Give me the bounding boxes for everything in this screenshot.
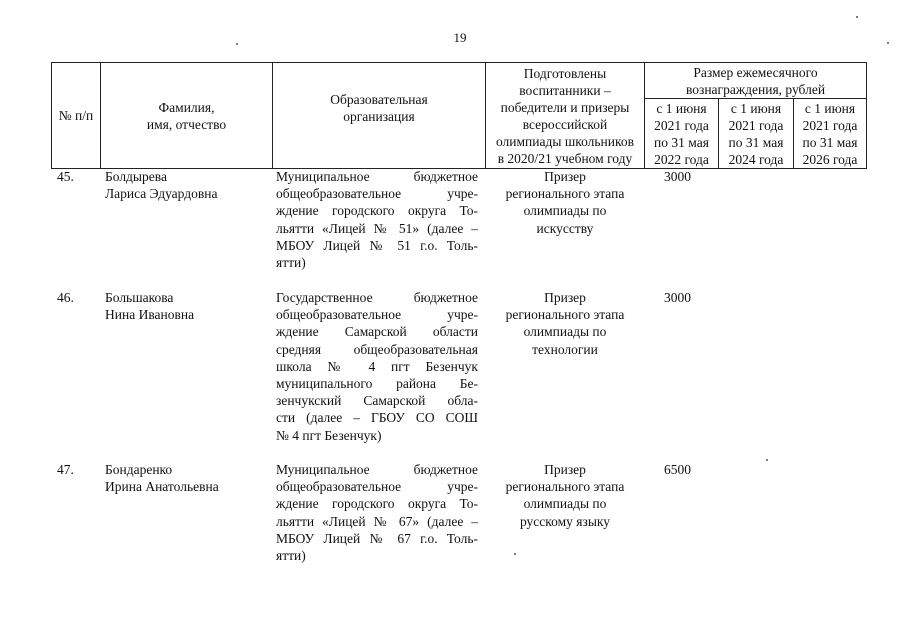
- achievement: Призер регионального этапа олимпиады по русскому языку: [505, 462, 625, 529]
- organization-line: Государственное бюджетное: [276, 290, 478, 305]
- award-amount: 3000: [664, 169, 691, 184]
- row-number: 46.: [57, 290, 74, 305]
- header-col-organization: Образовательная организация: [330, 92, 428, 124]
- organization-line: льятти «Лицей № 67» (далее –: [276, 513, 478, 529]
- organization-line: ждение Самарской области: [276, 324, 478, 340]
- header-col-number: № п/п: [58, 108, 94, 123]
- organization-line: № 4 пгт Безенчук): [276, 427, 382, 443]
- organization-line: ятти): [276, 547, 306, 563]
- organization-line: общеобразовательное учре-: [276, 479, 478, 495]
- organization: [276, 461, 478, 564]
- row-number: 45.: [57, 169, 74, 184]
- header-sub-2024: с 1 июня 2021 года по 31 мая 2024 года: [728, 100, 784, 167]
- organization-line: Муниципальное бюджетное: [276, 462, 478, 477]
- organization-line: средняя общеобразовательная: [276, 341, 478, 357]
- organization-line: муниципального района Бе-: [276, 375, 478, 391]
- organization-line: сти (далее – ГБОУ СО СОШ: [276, 410, 478, 426]
- header-col-prepared: Подготовлены воспитанники – победители и призеры всероссийской олимпиады школьников в 2020/21 учебном году: [495, 65, 634, 166]
- person-name: Бондаренко Ирина Анатольевна: [105, 462, 219, 495]
- organization-line: общеобразовательное учре-: [276, 307, 478, 323]
- award-amount: 6500: [664, 462, 691, 477]
- scan-speck: [856, 16, 858, 18]
- achievement: Призер регионального этапа олимпиады по технологии: [505, 290, 625, 357]
- organization-line: МБОУ Лицей № 67 г.о. Толь-: [276, 530, 478, 546]
- achievement: Призер регионального этапа олимпиады по искусству: [505, 169, 625, 236]
- organization-line: ятти): [276, 254, 306, 270]
- header-col-name: Фамилия, имя, отчество: [146, 99, 227, 132]
- header-right-border: [866, 62, 867, 169]
- scan-speck: [766, 459, 768, 461]
- organization-line: ждение городского округа То-: [276, 496, 478, 512]
- header-sub-2022: с 1 июня 2021 года по 31 мая 2022 года: [654, 100, 709, 167]
- organization-line: ждение городского округа То-: [276, 203, 478, 219]
- organization-line: зенчукский Самарской обла-: [276, 393, 478, 409]
- award-amount: 3000: [664, 290, 691, 305]
- row-number: 47.: [57, 462, 74, 477]
- page-number: 19: [453, 30, 467, 45]
- organization-line: общеобразовательное учре-: [276, 186, 478, 202]
- organization-line: МБОУ Лицей № 51 г.о. Толь-: [276, 237, 478, 253]
- organization: [276, 289, 478, 444]
- scan-speck: [887, 42, 889, 44]
- organization-line: Муниципальное бюджетное: [276, 169, 478, 184]
- person-name: Большакова Нина Ивановна: [105, 290, 195, 323]
- scan-speck: [236, 43, 238, 45]
- organization-line: льятти «Лицей № 51» (далее –: [276, 220, 478, 236]
- organization-line: школа № 4 пгт Безенчук: [276, 358, 478, 374]
- organization: [276, 168, 478, 271]
- header-col-award: Размер ежемесячного вознаграждения, рублей: [685, 64, 826, 97]
- header-sub-2026: с 1 июня 2021 года по 31 мая 2026 года: [802, 100, 858, 167]
- person-name: Болдырева Лариса Эдуардовна: [105, 169, 218, 202]
- scan-speck: [514, 553, 516, 555]
